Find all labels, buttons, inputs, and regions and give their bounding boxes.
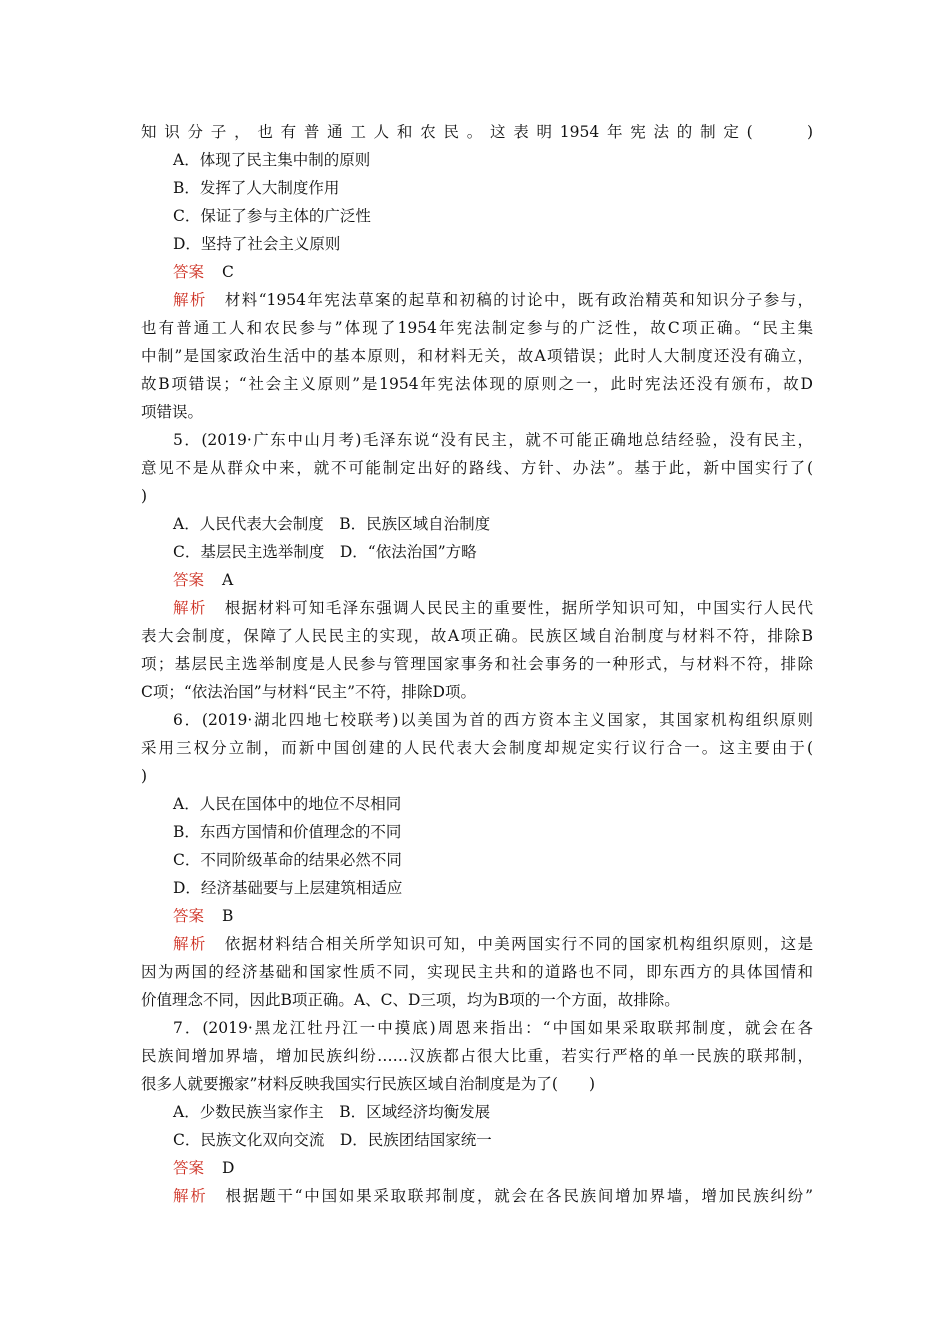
q7-analysis-line — [141, 1182, 813, 1210]
answer-value: C — [222, 263, 234, 281]
q4-option-c: C．保证了参与主体的广泛性 — [173, 207, 371, 225]
analysis-tag: 解析 — [173, 1187, 208, 1205]
analysis-tag: 解析 — [173, 935, 207, 953]
analysis-text: 依据材料结合相关所学知识可知，中美两国实行不同的国家机构组织原则，这是 — [224, 935, 813, 953]
q6-option-a: A．人民在国体中的地位不尽相同 — [173, 795, 402, 813]
q6-analysis-line: 因为两国的经济基础和国家性质不同，实现民主共和的道路也不同，即东西方的具体国情和 — [141, 963, 813, 981]
q5-analysis-line — [141, 594, 813, 622]
q6-option-b: B．东西方国情和价值理念的不同 — [173, 823, 402, 841]
analysis-tag: 解析 — [173, 599, 207, 617]
q5-stem-line: 意见不是从群众中来，就不可能制定出好的路线、方针、办法”。基于此，新中国实行了( — [141, 459, 813, 477]
q6-option-d: D．经济基础要与上层建筑相适应 — [173, 879, 403, 897]
q7-stem-line: 很多人就要搬家”材料反映我国实行民族区域自治制度是为了( ) — [141, 1075, 596, 1093]
q6-answer — [141, 902, 813, 930]
q4-analysis-line: 故B项错误；“社会主义原则”是1954年宪法体现的原则之一，此时宪法还没有颁布，故D — [141, 375, 813, 393]
q6-analysis-line: 价值理念不同，因此B项正确。A、C、D三项，均为B项的一个方面，故排除。 — [141, 991, 680, 1009]
q7-stem-line: 7．(2019·黑龙江牡丹江一中摸底)周恩来指出：“中国如果采取联邦制度，就会在各 — [173, 1019, 813, 1037]
q4-analysis-line: 项错误。 — [141, 403, 204, 421]
q4-option-b: B．发挥了人大制度作用 — [173, 179, 340, 197]
analysis-text: 材料“1954年宪法草案的起草和初稿的讨论中，既有政治精英和知识分子参与， — [224, 291, 813, 309]
q7-stem-line: 民族间增加界墙，增加民族纠纷……汉族都占很大比重，若实行严格的单一民族的联邦制， — [141, 1047, 813, 1065]
q4-answer — [141, 258, 813, 286]
q6-option-c: C．不同阶级革命的结果必然不同 — [173, 851, 402, 869]
answer-tag: 答案 — [173, 571, 205, 589]
q5-analysis-line: 表大会制度，保障了人民民主的实现，故A项正确。民族区域自治制度与材料不符，排除B — [141, 627, 813, 645]
q5-analysis-line: C项；“依法治国”与材料“民主”不符，排除D项。 — [141, 683, 476, 701]
q4-analysis-line: 中制”是国家政治生活中的基本原则，和材料无关，故A项错误；此时人大制度还没有确立， — [141, 347, 813, 365]
q7-options-row: C．民族文化双向交流 D．民族团结国家统一 — [173, 1131, 492, 1149]
q4-stem-tail: 知识分子，也有普通工人和农民。这表明1954年宪法的制定( ) — [141, 123, 813, 141]
q5-options-row: A．人民代表大会制度 B．民族区域自治制度 — [173, 515, 491, 533]
analysis-tag: 解析 — [173, 291, 207, 309]
q6-stem-line: 采用三权分立制，而新中国创建的人民代表大会制度却规定实行议行合一。这主要由于( — [141, 739, 813, 757]
answer-value: D — [222, 1159, 235, 1177]
q6-analysis-line — [141, 930, 813, 958]
q7-options-row: A．少数民族当家作主 B．区域经济均衡发展 — [173, 1103, 491, 1121]
q4-analysis-line: 也有普通工人和农民参与”体现了1954年宪法制定参与的广泛性，故C项正确。“民主集 — [141, 319, 813, 337]
q7-answer — [141, 1154, 813, 1182]
q5-stem-line: ) — [141, 487, 148, 505]
q5-analysis-line: 项；基层民主选举制度是人民参与管理国家事务和社会事务的一种形式，与材料不符，排除 — [141, 655, 813, 673]
q6-stem-line: 6．(2019·湖北四地七校联考)以美国为首的西方资本主义国家，其国家机构组织原则 — [173, 711, 813, 729]
q4-option-a: A．体现了民主集中制的原则 — [173, 151, 371, 169]
q5-options-row: C．基层民主选举制度 D．“依法治国”方略 — [173, 543, 477, 561]
answer-tag: 答案 — [173, 1159, 205, 1177]
answer-tag: 答案 — [173, 263, 205, 281]
analysis-text: 根据材料可知毛泽东强调人民民主的重要性，据所学知识可知，中国实行人民代 — [224, 599, 813, 617]
q4-option-d: D．坚持了社会主义原则 — [173, 235, 341, 253]
analysis-text: 根据题干“中国如果采取联邦制度，就会在各民族间增加界墙，增加民族纠纷” — [225, 1187, 813, 1205]
answer-value: A — [222, 571, 234, 589]
q6-stem-line: ) — [141, 767, 148, 785]
q5-stem-line: 5．(2019·广东中山月考)毛泽东说“没有民主，就不可能正确地总结经验，没有民主， — [173, 431, 813, 449]
q4-analysis-line — [141, 286, 813, 314]
document-page — [141, 118, 813, 1210]
answer-value: B — [222, 907, 234, 925]
q5-answer — [141, 566, 813, 594]
answer-tag: 答案 — [173, 907, 205, 925]
